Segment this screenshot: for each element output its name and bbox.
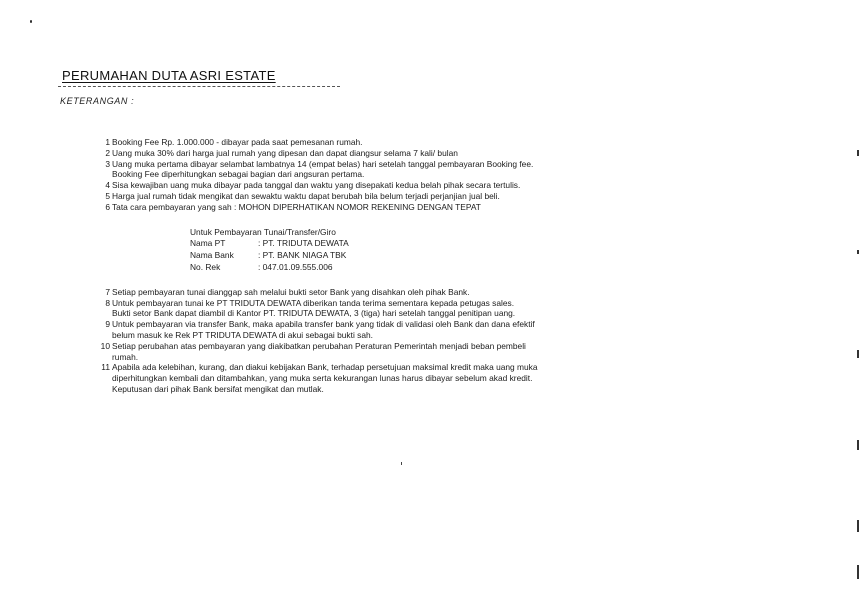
list-item	[100, 159, 640, 181]
list-item	[100, 202, 640, 213]
bank-label: No. Rek	[190, 261, 221, 272]
item-text: Harga jual rumah tidak mengikat dan sewaktu waktu dapat berubah bila belum terjadi perjanjian jual beli.	[112, 190, 500, 201]
scan-edge-mark	[857, 440, 859, 450]
item-text: Untuk pembayaran via transfer Bank, maka apabila transfer bank yang tidak di validasi oleh Bank dan dana efektif	[112, 319, 535, 330]
document-title: PERUMAHAN DUTA ASRI ESTATE	[62, 68, 276, 83]
title-rule	[58, 86, 340, 87]
item-text: Setiap perubahan atas pembayaran yang diakibatkan perubahan Peraturan Pemerintah menjadi beban pembeli	[112, 340, 526, 351]
item-number: 11	[101, 362, 110, 373]
item-number: 5	[105, 190, 110, 201]
notes-list	[100, 137, 640, 395]
item-text: Tata cara pembayaran yang sah : MOHON DIPERHATIKAN NOMOR REKENING DENGAN TEPAT	[112, 201, 481, 212]
bank-value: : PT. BANK NIAGA TBK	[258, 250, 347, 261]
item-number: 2	[105, 147, 110, 158]
bank-info-block	[100, 227, 640, 273]
bank-value: : PT. TRIDUTA DEWATA	[258, 238, 349, 249]
scan-edge-mark	[857, 250, 859, 254]
scan-edge-mark	[857, 520, 859, 532]
scan-speck	[401, 462, 402, 465]
item-number: 9	[105, 319, 110, 330]
item-text: belum masuk ke Rek PT TRIDUTA DEWATA di akui sebagai bukti sah.	[112, 329, 373, 340]
item-text: Uang muka 30% dari harga jual rumah yang dipesan dan dapat diangsur selama 7 kali/ bulan	[112, 147, 458, 158]
scan-edge-mark	[857, 565, 859, 579]
list-item	[100, 362, 640, 394]
item-text: Sisa kewajiban uang muka dibayar pada tanggal dan waktu yang disepakati kedua belah pihak secara tertulis.	[112, 180, 521, 191]
list-item	[100, 180, 640, 191]
item-text: Keputusan dari pihak Bank bersifat mengikat dan mutlak.	[112, 383, 324, 394]
item-text: Booking Fee diperhitungkan sebagai bagian dari angsuran pertama.	[112, 169, 365, 180]
item-text: Uang muka pertama dibayar selambat lambatnya 14 (empat belas) hari setelah tanggal pembayaran Booking fee.	[112, 158, 534, 169]
list-item	[100, 191, 640, 202]
list-item	[100, 287, 640, 298]
item-number: 3	[105, 158, 110, 169]
bank-label: Nama Bank	[190, 250, 234, 261]
item-number: 6	[105, 201, 110, 212]
bank-value: : 047.01.09.555.006	[258, 261, 333, 272]
item-number: 7	[105, 286, 110, 297]
scan-edge-mark	[857, 350, 859, 358]
list-item	[100, 137, 640, 148]
item-number: 4	[105, 180, 110, 191]
item-number: 8	[105, 297, 110, 308]
list-item	[100, 148, 640, 159]
list-item	[100, 298, 640, 320]
item-text: Bukti setor Bank dapat diambil di Kantor PT. TRIDUTA DEWATA, 3 (tiga) hari setelah tanggal penitipan uang.	[112, 308, 516, 319]
list-item	[100, 341, 640, 363]
item-number: 10	[100, 340, 110, 351]
item-text: rumah.	[112, 351, 139, 362]
bank-label: Nama PT	[190, 238, 226, 249]
section-heading: KETERANGAN :	[60, 96, 135, 106]
scan-speck	[30, 20, 32, 23]
item-text: Booking Fee Rp. 1.000.000 - dibayar pada saat pemesanan rumah.	[112, 137, 363, 147]
scan-edge-mark	[857, 150, 859, 156]
item-number: 1	[105, 137, 110, 147]
item-text: Setiap pembayaran tunai dianggap sah melalui bukti setor Bank yang disahkan oleh pihak Bank.	[112, 286, 470, 297]
item-text: Untuk pembayaran tunai ke PT TRIDUTA DEWATA diberikan tanda terima sementara kepada petugas sales.	[112, 297, 515, 308]
item-text: diperhitungkan kembali dan ditambahkan, yang muka serta kekurangan lunas harus dibayar sebelum akad kredit.	[112, 373, 533, 384]
item-text: Apabila ada kelebihan, kurang, dan diakui kebijakan Bank, terhadap persetujuan maksimal kredit maka uang muka	[112, 362, 538, 373]
bank-info-heading: Untuk Pembayaran Tunai/Transfer/Giro	[190, 226, 336, 237]
list-item	[100, 319, 640, 341]
